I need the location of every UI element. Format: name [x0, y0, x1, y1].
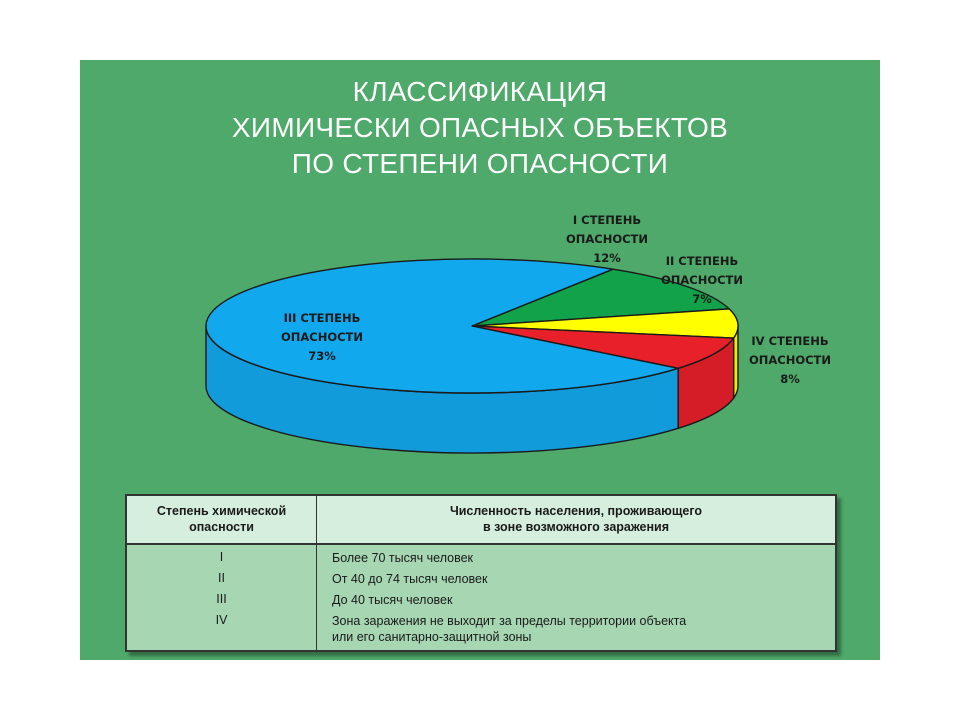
slice-label-line: IV СТЕПЕНЬ — [751, 334, 829, 348]
header-degree — [127, 503, 316, 535]
slice-label-line: ОПАСНОСТИ — [565, 232, 649, 246]
slice-label-line: 7% — [692, 292, 712, 306]
table-header — [127, 496, 835, 545]
slice-label-line: ОПАСНОСТИ — [748, 353, 832, 367]
header-population-line-2: в зоне возможного заражения — [482, 520, 670, 534]
row-text: От 40 до 74 тысяч человек — [332, 572, 488, 586]
row-text-line-1: Зона заражения не выходит за пределы территории объекта — [332, 614, 687, 628]
header-population-line-1: Численность населения, проживающего — [449, 504, 703, 518]
hazard-table — [125, 494, 837, 652]
title-line-3: ПО СТЕПЕНИ ОПАСНОСТИ — [291, 148, 669, 179]
row-text: Более 70 тысяч человек — [332, 551, 473, 565]
title-line-2: ХИМИЧЕСКИ ОПАСНЫХ ОБЪЕКТОВ — [231, 112, 729, 143]
pie-chart-3d — [80, 60, 880, 480]
title-line-1: КЛАССИФИКАЦИЯ — [352, 76, 608, 107]
slice-label-1 — [566, 213, 648, 265]
slice-label-line: 12% — [593, 251, 621, 265]
slice-label-line: ОПАСНОСТИ — [660, 273, 744, 287]
slice-label-line: ОПАСНОСТИ — [280, 330, 364, 344]
slice-label-line: 8% — [780, 372, 800, 386]
row-degree: I — [219, 550, 224, 564]
slice-label-line: II СТЕПЕНЬ — [665, 254, 739, 268]
header-degree-line-1: Степень химической — [156, 504, 287, 518]
column-divider — [316, 496, 317, 650]
row-text-line-2: или его санитарно-защитной зоны — [332, 630, 532, 644]
row-degree: II — [218, 571, 225, 585]
slice-label-line: 73% — [308, 349, 336, 363]
header-population — [317, 503, 835, 535]
slide — [80, 60, 880, 660]
row-text: До 40 тысяч человек — [332, 593, 453, 607]
slice-label-line: I СТЕПЕНЬ — [572, 213, 642, 227]
slice-label-line: III СТЕПЕНЬ — [283, 311, 361, 325]
header-degree-line-2: опасности — [189, 520, 254, 534]
row-degree: III — [216, 592, 227, 606]
slice-label-3 — [749, 334, 831, 386]
row-degree: IV — [215, 613, 228, 627]
